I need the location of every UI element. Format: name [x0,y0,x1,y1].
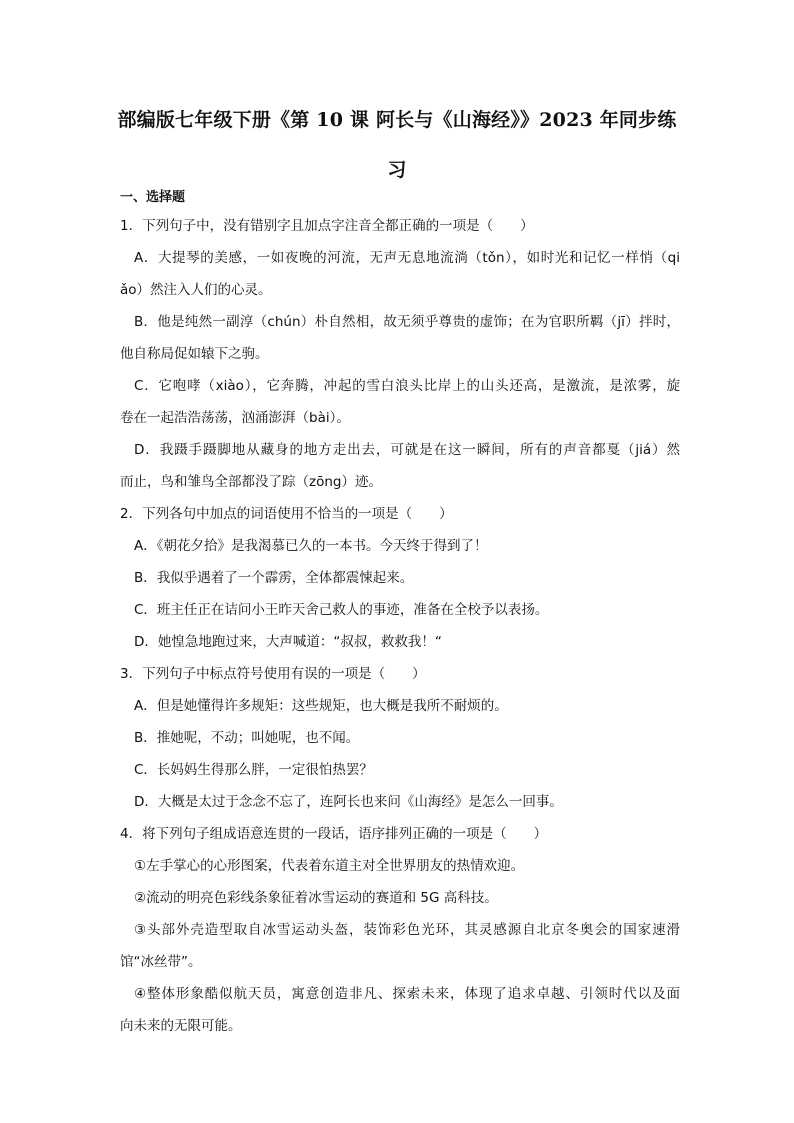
q4-sentence-2: ②流动的明亮色彩线条象征着冰雪运动的赛道和 5G 高科技。 [134,890,498,906]
q4-sentence-4-line-2: 向未来的无限可能。 [120,1018,242,1034]
q2-option-a: A．《朝花夕拾》是我渴慕已久的一本书。今天终于得到了！ [134,538,488,554]
question-1-stem: 1．下列句子中，没有错别字且加点字注音全都正确的一项是（ ） [120,218,534,234]
q1-option-d-line-2: 而止，鸟和雏鸟全部都没了踪（zōng）迹。 [120,474,382,490]
q1-option-b-line-1: B．他是纯然一副淳（chún）朴自然相，故无须乎尊贵的虚饰；在为官职所羁（jī）拌时， [134,314,680,330]
q2-option-b: B．我似乎遇着了一个霹雳，全体都震悚起来。 [134,570,414,586]
q1-option-c-line-1: C．它咆哮（xiào），它奔腾，冲起的雪白浪头比岸上的山头还高，是激流，是浓雾，旋 [134,378,680,394]
title-line-2: 习 [387,159,407,181]
q1-option-c-line-2: 卷在一起浩浩荡荡，汹涌澎湃（bài）。 [120,410,350,426]
q3-option-b: B．推她呢，不动；叫她呢，也不闻。 [134,730,360,746]
question-4-stem: 4．将下列句子组成语意连贯的一段话，语序排列正确的一项是（ ） [120,826,548,842]
q1-option-a-line-2: ǎo）然注入人们的心灵。 [120,282,272,298]
q1-option-b-line-2: 他自称局促如辕下之驹。 [120,346,269,362]
q3-option-c: C．长妈妈生得那么胖，一定很怕热罢？ [134,762,373,778]
question-2-stem: 2．下列各句中加点的词语使用不恰当的一项是（ ） [120,506,453,522]
q4-sentence-3-line-1: ③头部外壳造型取自冰雪运动头盔，装饰彩色光环，其灵感源自北京冬奥会的国家速滑 [134,922,680,938]
q3-option-a: A．但是她懂得许多规矩：这些规矩，也大概是我所不耐烦的。 [134,698,508,714]
q4-sentence-1: ①左手掌心的心形图案，代表着东道主对全世界朋友的热情欢迎。 [134,858,525,874]
q3-option-d: D．大概是太过于念念不忘了，连阿长也来问《山海经》是怎么一回事。 [134,794,563,810]
q2-option-c: C．班主任正在诘问小王昨天舍己救人的事迹，准备在全校予以表扬。 [134,602,549,618]
section-heading: 一、选择题 [120,190,186,205]
q4-sentence-3-line-2: 馆“冰丝带”。 [120,954,202,970]
q2-option-d: D．她惶急地跑过来，大声喊道：“叔叔，救救我！“ [134,634,442,650]
title-line-1: 部编版七年级下册《第 10 课 阿长与《山海经》》2023 年同步练 [117,109,677,131]
q1-option-a-line-1: A．大提琴的美感，一如夜晚的河流，无声无息地流淌（tǒn），如时光和记忆一样悄（qi [134,250,680,266]
page-title [116,95,678,195]
question-3-stem: 3．下列句子中标点符号使用有误的一项是（ ） [120,666,426,682]
q4-sentence-4-line-1: ④整体形象酷似航天员，寓意创造非凡、探索未来，体现了追求卓越、引领时代以及面 [134,986,680,1002]
q1-option-d-line-1: D．我蹑手蹑脚地从藏身的地方走出去，可就是在这一瞬间，所有的声音都戛（jiá）然 [134,442,680,458]
